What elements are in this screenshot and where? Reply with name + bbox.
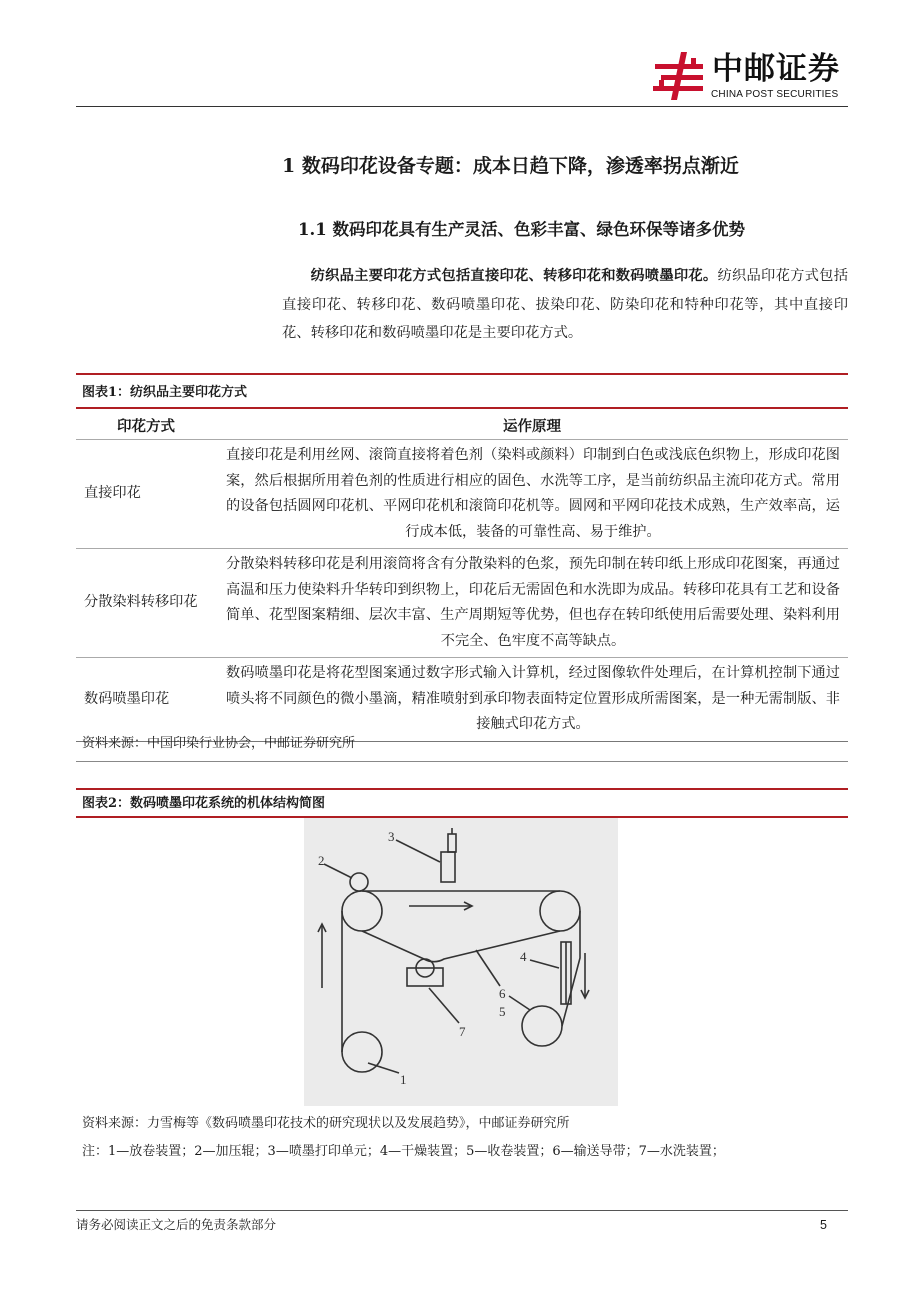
figure1-top-rule xyxy=(76,373,848,375)
method-cell: 数码喷墨印花 xyxy=(84,690,170,707)
principle-cell: 直接印花是利用丝网、滚筒直接将着色剂（染料或颜料）印制到白色或浅底色织物上，形成印花图案，然后根据所用着色剂的性质进行相应的固色、水洗等工序，是当前纺织品主流印花方式。常用的设备包括圆网印花机、平网印花机和滚筒印花机等。圆网和平网印花技术成熟，生产效率高，运行成本低，装备的可靠性高、易于维护。 xyxy=(226,447,840,540)
printing-methods-table xyxy=(76,411,848,742)
rewind-roller xyxy=(522,1006,562,1046)
logo-english-text: CHINA POST SECURITIES xyxy=(711,89,839,100)
method-cell: 直接印花 xyxy=(84,485,141,502)
column-header-principle: 运作原理 xyxy=(503,417,561,435)
intro-body-text: 纺织品印花方式包括直接印花、转移印花、数码喷墨印花、拔染印花、防染印花和特种印花等，其中直接印花、转移印花和数码喷墨印花是主要印花方式。 xyxy=(282,268,849,341)
intro-paragraph xyxy=(282,262,848,348)
figure2-title: 图表2：数码喷墨印花系统的机体结构简图 xyxy=(82,796,326,811)
principle-cell: 数码喷墨印花是将花型图案通过数字形式输入计算机，经过图像软件处理后，在计算机控制下通过喷头将不同颜色的微小墨滴，精准喷射到承印物表面特定位置形成所需图案，是一种无需制版、非接触式印花方式。 xyxy=(226,665,840,732)
table-row xyxy=(76,440,848,549)
left-top-roller xyxy=(342,891,382,931)
principle-cell: 分散染料转移印花是利用滚筒将含有分散染料的色浆，预先印制在转印纸上形成印花图案，再通过高温和压力使染料升华转印到织物上，印花后无需固色和水洗即为成品。转移印花具有工艺和设备简单、花型图案精细、层次丰富、生产周期短等优势，但也存在转印纸使用后需要处理、染料利用不完全、色牢度不高等缺点。 xyxy=(226,556,840,649)
footer-divider xyxy=(76,1210,848,1211)
label-3: 3 xyxy=(388,829,395,844)
figure1-title: 图表1：纺织品主要印花方式 xyxy=(82,385,248,400)
label-2: 2 xyxy=(318,853,325,868)
header-divider xyxy=(76,106,848,107)
method-cell: 分散染料转移印花 xyxy=(84,594,198,611)
figure1-title-rule xyxy=(76,407,848,409)
inkjet-print-unit xyxy=(441,852,455,882)
figure2-top-rule xyxy=(76,788,848,790)
label-4: 4 xyxy=(520,949,527,964)
logo-chinese-text: 中邮证券 xyxy=(712,51,840,87)
china-post-logo-icon xyxy=(651,50,707,102)
printing-machine-diagram xyxy=(304,818,618,1106)
pressure-roller xyxy=(350,873,368,891)
figure2-note: 注：1—放卷装置；2—加压辊；3—喷墨打印单元；4—干燥装置；5—收卷装置；6—输送导带；7—水洗装置； xyxy=(82,1144,725,1159)
label-1: 1 xyxy=(400,1072,407,1087)
table-header-row xyxy=(76,411,848,440)
subsection-heading: 1.1 数码印花具有生产灵活、色彩丰富、绿色环保等诸多优势 xyxy=(298,220,745,239)
section-heading: 1 数码印花设备专题：成本日趋下降，渗透率拐点渐近 xyxy=(282,155,739,177)
right-top-roller xyxy=(540,891,580,931)
intro-bold-sentence: 纺织品主要印花方式包括直接印花、转移印花和数码喷墨印花。 xyxy=(310,268,718,284)
label-5: 5 xyxy=(499,1004,506,1019)
figure1-bottom-rule xyxy=(76,761,848,762)
table-row xyxy=(76,549,848,658)
footer-disclaimer: 请务必阅读正文之后的免责条款部分 xyxy=(76,1217,277,1232)
label-7: 7 xyxy=(459,1024,466,1039)
figure1-source: 资料来源：中国印染行业协会，中邮证券研究所 xyxy=(82,736,356,751)
table-row xyxy=(76,658,848,742)
page-number: 5 xyxy=(820,1218,827,1232)
label-6: 6 xyxy=(499,986,506,1001)
column-header-method: 印花方式 xyxy=(117,417,175,435)
figure2-source: 资料来源：力雪梅等《数码喷墨印花技术的研究现状以及发展趋势》，中邮证券研究所 xyxy=(82,1116,570,1131)
